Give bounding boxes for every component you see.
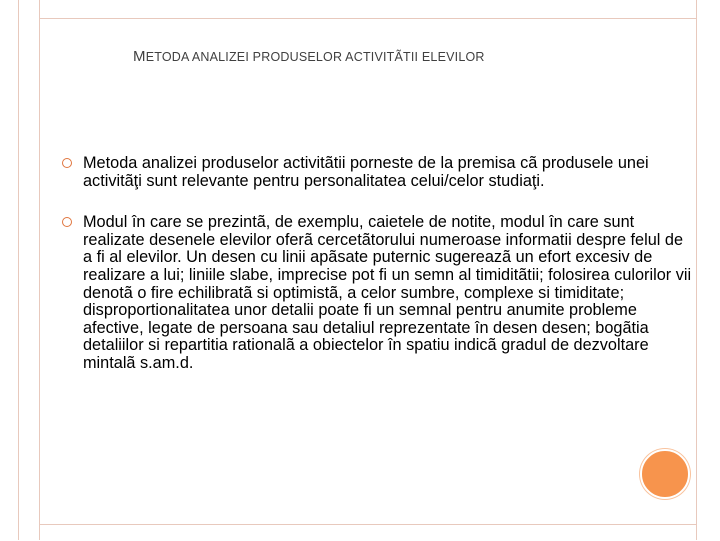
slide-title-rest: ETODA ANALIZEI PRODUSELOR ACTIVITÃTII ELEVILOR xyxy=(145,50,485,64)
frame-right-border xyxy=(696,0,720,540)
slide-title xyxy=(133,48,693,65)
bullet-item xyxy=(62,155,694,190)
frame-bottom-border xyxy=(40,524,696,541)
bullet-item xyxy=(62,214,694,372)
bullet-text: Metoda analizei produselor activitãtii porneste de la premisa cã produsele unei activitãţi sunt relevante pentru personalitatea celui/celor studiaţi. xyxy=(83,154,649,190)
decorative-circle-icon xyxy=(640,449,690,499)
frame-left-border xyxy=(18,0,40,540)
frame-top-border xyxy=(40,0,696,19)
bullet-list xyxy=(62,155,694,397)
slide-title-initial: M xyxy=(133,48,146,65)
bullet-text: Modul în care se prezintã, de exemplu, caietele de notite, modul în care sunt realizate desenele elevilor oferã cercetãtorului numeroase informatii despre felul de a fi al elevilor. Un desen cu linii apãsate puternic sugereazã un efort excesiv de realizare a lui; liniile slabe, imprecise pot fi un semn al timiditãtii; folosirea culorilor vii denotã o fire echilibratã si optimistã, a celor sumbre, complexe si timiditate; disproportionalitatea unor detalii poate fi un semnal pentru anumite probleme afective, legate de persoana sau detaliul reprezentate în desen desen; bogãtia detaliilor si repartitia rationalã a obiectelor în spatiu indicã gradul de dezvoltare mintalã s.am.d. xyxy=(83,213,692,372)
circle-bullet-icon xyxy=(62,158,72,168)
circle-bullet-icon xyxy=(62,217,72,227)
